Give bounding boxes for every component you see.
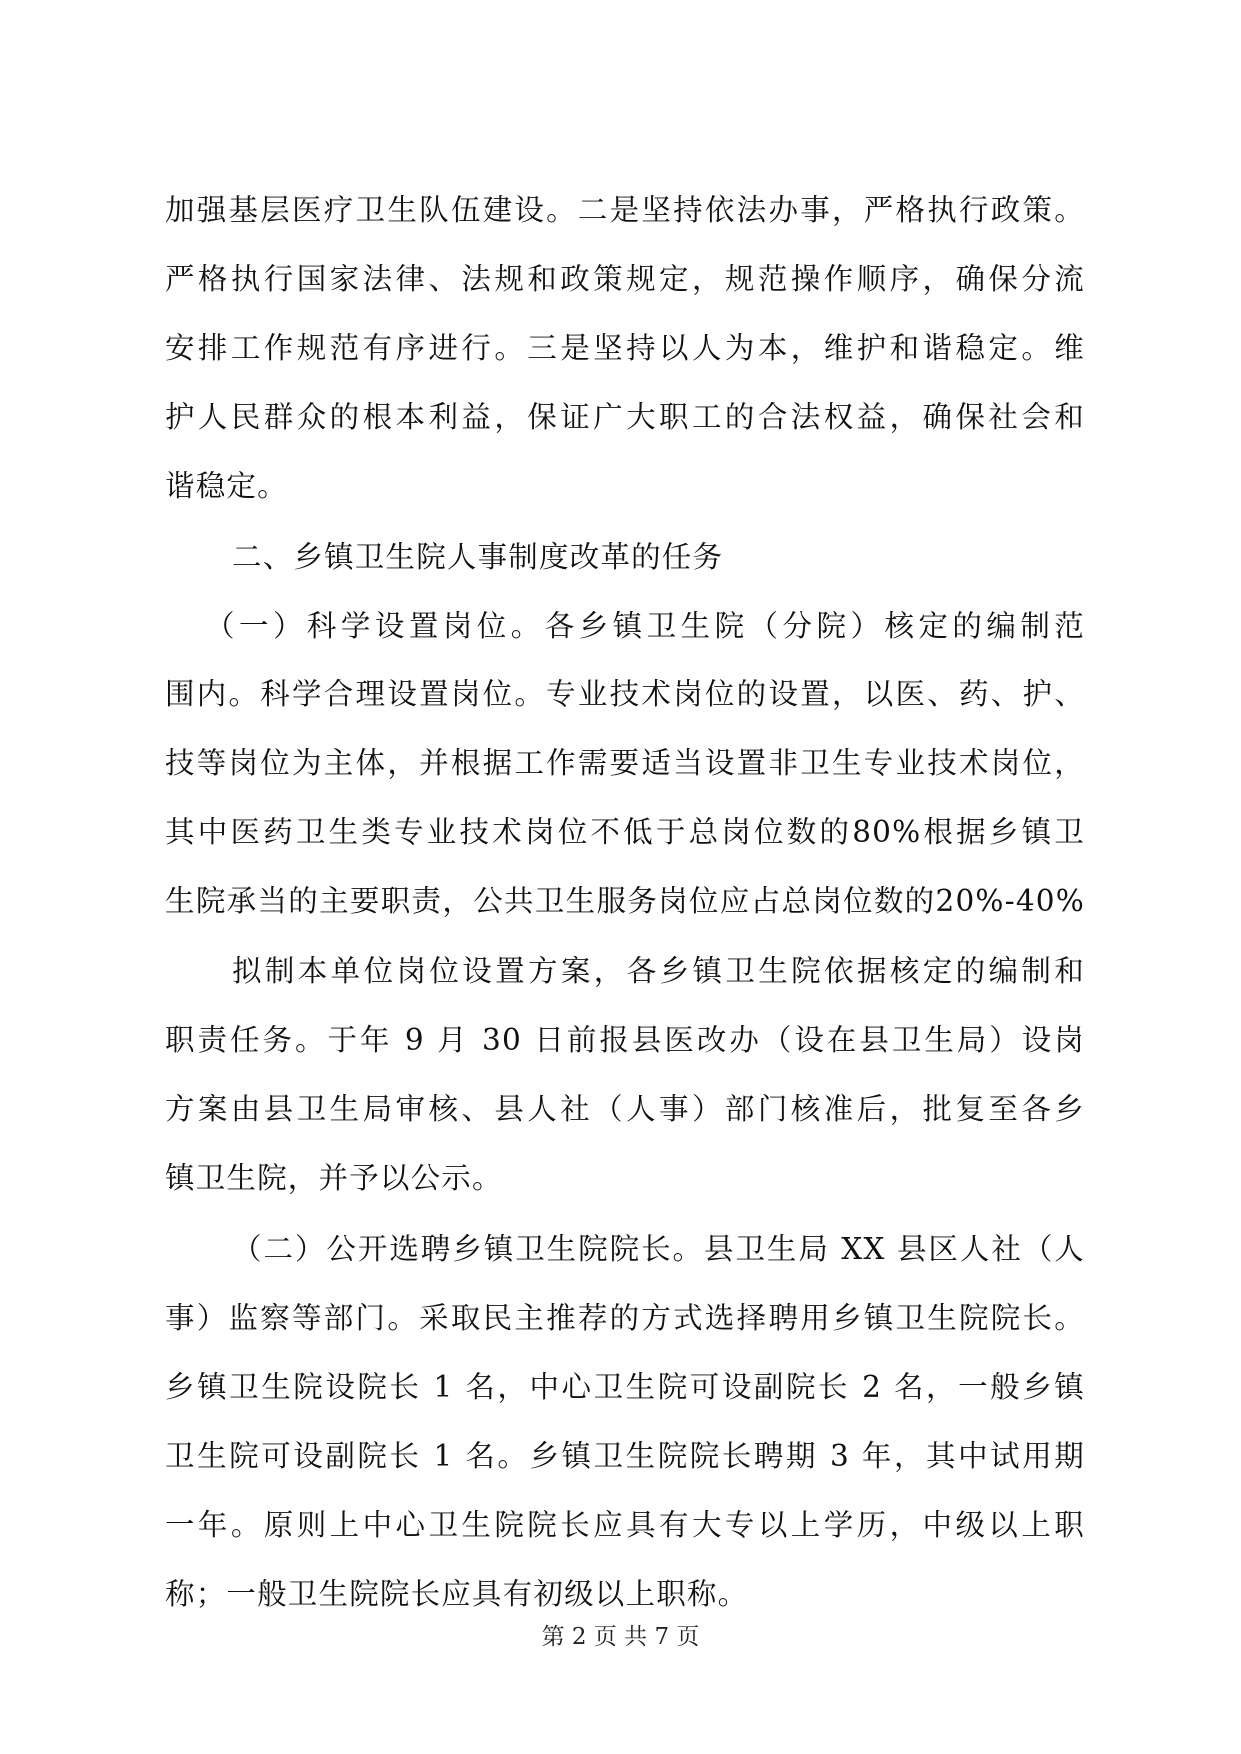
body-text-line: 生院承当的主要职责，公共卫生服务岗位应占总岗位数的20%-40% [165, 884, 1085, 918]
page-footer: 第 2 页 共 7 页 [541, 1624, 700, 1650]
body-text-line: 卫生院可设副院长 1 名。乡镇卫生院院长聘期 3 年，其中试用期 [165, 1439, 1085, 1473]
body-text-line: 称；一般卫生院院长应具有初级以上职称。 [165, 1577, 749, 1611]
body-text-line: 技等岗位为主体，并根据工作需要适当设置非卫生专业技术岗位， [165, 746, 1085, 780]
body-text-line: （二）公开选聘乡镇卫生院院长。县卫生局 XX 县区人社（人 [232, 1232, 1085, 1266]
body-text-line: 镇卫生院，并予以公示。 [165, 1161, 503, 1195]
body-text-line: 职责任务。于年 9 月 30 日前报县医改办（设在县卫生局）设岗 [165, 1023, 1085, 1057]
body-text-line: 方案由县卫生局审核、县人社（人事）部门核准后，批复至各乡 [165, 1092, 1085, 1126]
body-text-line: 拟制本单位岗位设置方案，各乡镇卫生院依据核定的编制和 [232, 954, 1085, 988]
body-text-line: 围内。科学合理设置岗位。专业技术岗位的设置，以医、药、护、 [165, 677, 1085, 711]
body-text-line: 事）监察等部门。采取民主推荐的方式选择聘用乡镇卫生院院长。 [165, 1301, 1085, 1335]
body-text-line: 加强基层医疗卫生队伍建设。二是坚持依法办事，严格执行政策。 [165, 193, 1085, 227]
body-text-line: 一年。原则上中心卫生院院长应具有大专以上学历，中级以上职 [165, 1508, 1085, 1542]
body-text-line: 护人民群众的根本利益，保证广大职工的合法权益，确保社会和 [165, 400, 1085, 434]
body-text-line: 安排工作规范有序进行。三是坚持以人为本，维护和谐稳定。维 [165, 331, 1085, 365]
body-text-line: 乡镇卫生院设院长 1 名，中心卫生院可设副院长 2 名，一般乡镇 [165, 1370, 1085, 1404]
body-text-line: 严格执行国家法律、法规和政策规定，规范操作顺序，确保分流 [165, 262, 1085, 296]
body-text-line: 其中医药卫生类专业技术岗位不低于总岗位数的80%根据乡镇卫 [165, 815, 1085, 849]
section-heading: 二、乡镇卫生院人事制度改革的任务 [232, 540, 724, 574]
body-text-line: 谐稳定。 [165, 469, 288, 503]
body-text-line: （一）科学设置岗位。各乡镇卫生院（分院）核定的编制范 [205, 609, 1085, 643]
